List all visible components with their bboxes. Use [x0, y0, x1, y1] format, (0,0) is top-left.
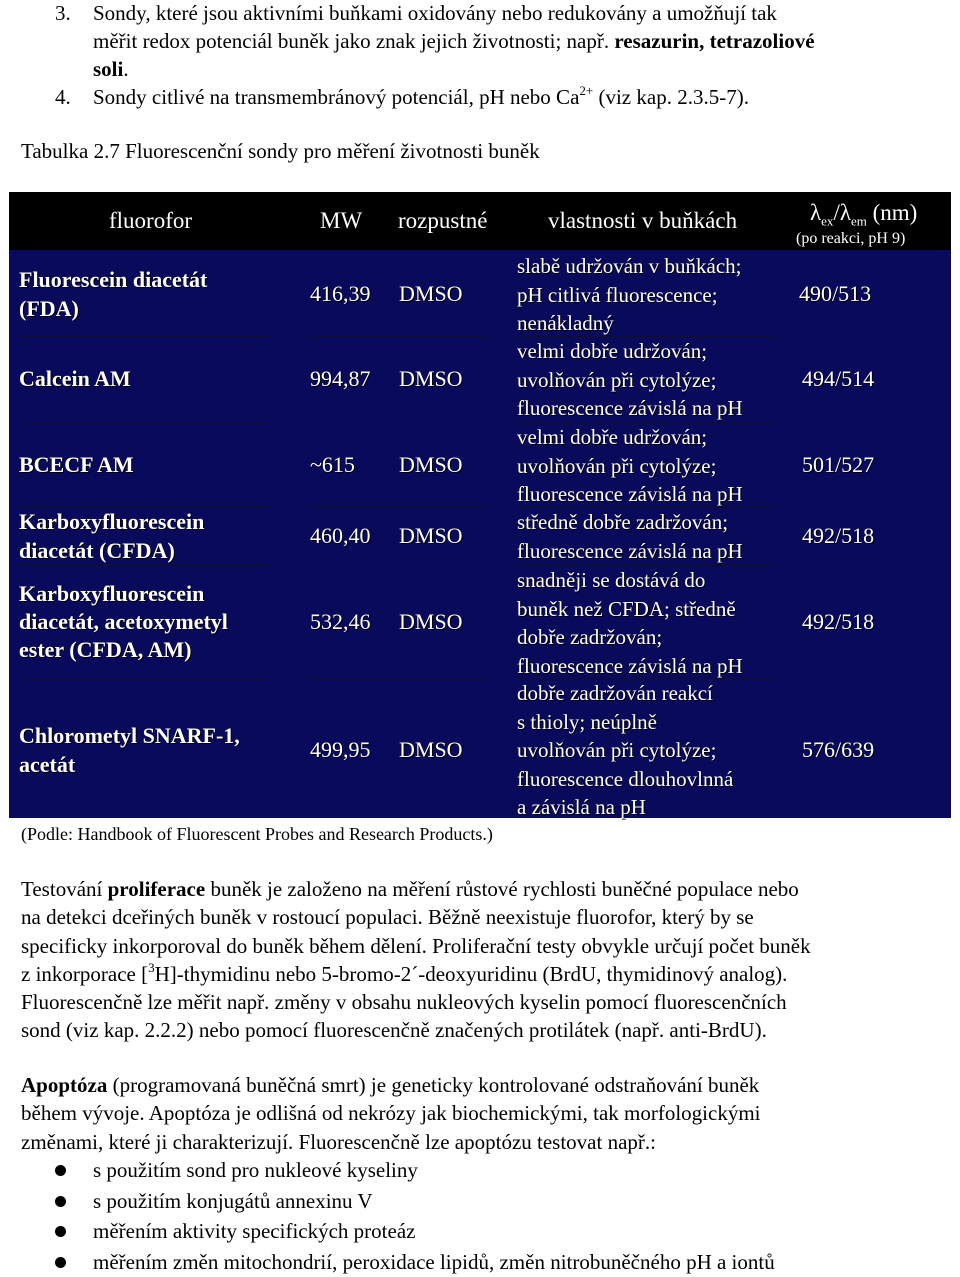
row-5-wavelengths: 492/518 — [802, 609, 875, 634]
row-divider — [309, 336, 489, 337]
row-4-property-line: středně dobře zadržován; — [517, 510, 729, 534]
apoptosis-text: (programovaná buněčná smrt) je geneticky kontrolované odstraňování buněk — [112, 1073, 760, 1097]
calcium-charge-superscript: 2+ — [579, 83, 594, 98]
row-4-name-line-1: Karboxyfluorescein — [19, 509, 205, 534]
apoptosis-methods-list — [55, 1155, 775, 1277]
row-4-mw: 460,40 — [310, 523, 371, 548]
proliferation-line-5: Fluorescenčně lze měřit např. změny v obsahu nukleových kyselin pomocí fluorescenčních — [21, 990, 787, 1015]
bullet-text: s použitím sond pro nukleové kyseliny — [93, 1158, 418, 1182]
row-divider — [309, 507, 489, 508]
apoptosis-term: Apoptóza — [21, 1073, 108, 1097]
list-item-3-line-3 — [93, 55, 129, 83]
proliferation-line-3: specificky inkorporoval do buněk během dělení. Proliferační testy obvykle určují počet buněk — [21, 933, 811, 958]
row-3-property-line: velmi dobře udržován; — [517, 425, 708, 449]
bullet-icon — [55, 1196, 66, 1207]
row-4-properties — [517, 508, 743, 565]
row-2-mw: 994,87 — [310, 366, 371, 391]
lambda-ex-subscript: ex — [821, 213, 834, 229]
header-properties: vlastnosti v buňkách — [548, 208, 738, 233]
row-6-wavelengths: 576/639 — [802, 737, 875, 762]
list-item-4 — [93, 83, 749, 111]
row-6-property-line: uvolňován při cytolýze; — [517, 738, 717, 762]
proliferation-text: Testování — [21, 877, 103, 901]
row-5-property-line: buněk než CFDA; středně — [517, 596, 736, 621]
proliferation-text: H]-thymidinu nebo 5-bromo-2´-deoxyuridinu (BrdU, thymidinový analog). — [154, 961, 788, 986]
row-divider — [19, 336, 269, 337]
table-header — [9, 192, 951, 250]
row-6-name-line-1: Chlorometyl SNARF-1, — [19, 723, 240, 748]
row-3-name: BCECF AM — [19, 452, 134, 477]
bullet-text: měřením změn mitochondrií, peroxidace lipidů, změn nitrobuněčného pH a iontů — [93, 1249, 775, 1274]
tritium-superscript: 3 — [148, 959, 155, 975]
proliferation-line-6: sond (viz kap. 2.2.2) nebo pomocí fluorescenčně značených protilátek (např. anti-BrdU). — [21, 1018, 767, 1043]
row-6-solvent: DMSO — [399, 737, 463, 762]
row-6-property-line: fluorescence dlouhovlnná — [517, 766, 734, 791]
row-5-name-line-3: ester (CFDA, AM) — [19, 637, 192, 662]
table-source: (Podle: Handbook of Fluorescent Probes and Research Products.) — [21, 824, 493, 844]
proliferation-text: buněk je založeno na měření růstové rychlosti buněčné populace nebo — [210, 877, 799, 901]
list-number-3: 3. — [55, 1, 71, 25]
header-mw: MW — [320, 208, 363, 233]
row-5-solvent: DMSO — [399, 609, 463, 634]
row-divider — [19, 422, 269, 423]
row-divider — [19, 678, 269, 679]
list-item-4-text: Sondy citlivé na transmembránový potenciál, pH nebo Ca — [93, 85, 580, 109]
table-caption: Tabulka 2.7 Fluorescenční sondy pro měření životnosti buněk — [21, 139, 540, 163]
row-5-property-line: fluorescence závislá na pH — [517, 653, 743, 678]
row-3-wavelengths: 501/527 — [802, 452, 875, 477]
row-4-solvent: DMSO — [399, 523, 463, 548]
header-wavelengths — [810, 198, 917, 228]
header-fluorofor: fluorofor — [109, 208, 193, 233]
lambda-em-subscript: em — [850, 213, 867, 229]
proliferation-line-4 — [21, 960, 941, 988]
apoptosis-line-1 — [21, 1071, 941, 1099]
row-1-property-line: pH citlivá fluorescence; — [517, 282, 718, 307]
row-6-property-line: dobře zadržován reakcí — [517, 681, 713, 705]
proliferation-text: z inkorporace [ — [21, 961, 149, 986]
apoptosis-paragraph — [21, 1071, 941, 1156]
row-1-property-line: nenákladný — [517, 311, 614, 335]
list-number-4: 4. — [55, 85, 71, 109]
column-divider — [781, 250, 782, 818]
apoptosis-line-3: změnami, které ji charakterizují. Fluorescenčně lze apoptózu testovat např.: — [21, 1129, 656, 1154]
row-2-properties — [517, 337, 743, 423]
row-6-property-line: s thioly; neúplně — [517, 709, 657, 734]
bullet-item — [55, 1247, 775, 1277]
row-divider — [309, 678, 489, 679]
bullet-text: měřením aktivity specifických proteáz — [93, 1219, 416, 1244]
apoptosis-line-2: během vývoje. Apoptóza je odlišná od nekrózy jak biochemickými, tak morfologickými — [21, 1101, 761, 1126]
row-1-name-line-2: (FDA) — [19, 296, 79, 321]
row-3-properties — [517, 423, 743, 509]
list-item-3-tail: . — [123, 57, 129, 81]
row-4-wavelengths: 492/518 — [802, 523, 875, 548]
list-item-3-line-2 — [93, 27, 815, 55]
row-6-properties — [517, 679, 733, 822]
row-4-property-line: fluorescence závislá na pH — [517, 538, 743, 563]
row-6-property-line: a závislá na pH — [517, 795, 646, 819]
row-4-name-line-2: diacetát (CFDA) — [19, 538, 175, 563]
list-item-3-bold: resazurin, tetrazoliové — [614, 29, 815, 53]
row-2-property-line: fluorescence závislá na pH — [517, 396, 743, 420]
lambda-em-symbol: /λ — [833, 200, 851, 225]
row-6-mw: 499,95 — [310, 737, 371, 762]
proliferation-line-1 — [21, 875, 941, 903]
row-6-name-line-2: acetát — [19, 752, 76, 777]
column-divider — [299, 250, 300, 818]
proliferation-term: proliferace — [107, 877, 206, 901]
proliferation-paragraph — [21, 875, 941, 1045]
bullet-text: s použitím konjugátů annexinu V — [93, 1188, 373, 1213]
list-item-3-text: měřit redox potenciál buněk jako znak jejich životnosti; např. — [93, 29, 610, 53]
row-2-wavelengths: 494/514 — [802, 366, 875, 391]
list-item-3-bold-end: soli — [93, 57, 124, 81]
row-3-property-line: fluorescence závislá na pH — [517, 482, 743, 506]
bullet-item — [55, 1186, 775, 1217]
row-3-property-line: uvolňován při cytolýze; — [517, 453, 717, 478]
list-item-3-line-1: Sondy, které jsou aktivními buňkami oxidovány nebo redukovány a umožňují tak — [93, 1, 777, 25]
row-1-properties — [517, 252, 742, 338]
header-wavelength-note: (po reakci, pH 9) — [796, 230, 906, 247]
row-5-property-line: dobře zadržován; — [517, 625, 663, 649]
row-2-property-line: uvolňován při cytolýze; — [517, 367, 717, 392]
row-5-property-line: snadněji se dostává do — [517, 568, 706, 592]
row-3-solvent: DMSO — [399, 452, 463, 477]
header-solvent: rozpustné — [398, 208, 488, 233]
bullet-icon — [55, 1257, 66, 1268]
row-2-property-line: velmi dobře udržován; — [517, 339, 708, 363]
row-5-name-line-2: diacetát, acetoxymetyl — [19, 609, 228, 634]
row-1-mw: 416,39 — [310, 281, 371, 306]
row-1-name-line-1: Fluorescein diacetát — [19, 267, 208, 292]
bullet-icon — [55, 1165, 66, 1176]
row-5-properties — [517, 566, 743, 680]
lambda-unit: (nm) — [872, 200, 918, 225]
list-item-4-reference: (viz kap. 2.3.5-7). — [598, 85, 749, 109]
bullet-item — [55, 1216, 775, 1247]
row-1-solvent: DMSO — [399, 281, 463, 306]
row-5-mw: 532,46 — [310, 609, 371, 634]
row-2-solvent: DMSO — [399, 366, 463, 391]
row-3-mw: ~615 — [310, 452, 355, 477]
row-1-property-line: slabě udržován v buňkách; — [517, 254, 742, 278]
row-5-name-line-1: Karboxyfluorescein — [19, 581, 205, 606]
lambda-symbol: λ — [810, 200, 822, 225]
fluorophore-table — [9, 192, 951, 818]
bullet-icon — [55, 1226, 66, 1237]
proliferation-line-2: na detekci dceřiných buněk v rostoucí populaci. Běžně neexistuje fluorofor, který by se — [21, 905, 754, 930]
row-2-name: Calcein AM — [19, 366, 131, 391]
row-1-wavelengths: 490/513 — [799, 281, 872, 306]
bullet-item — [55, 1155, 775, 1186]
column-divider — [507, 250, 508, 818]
